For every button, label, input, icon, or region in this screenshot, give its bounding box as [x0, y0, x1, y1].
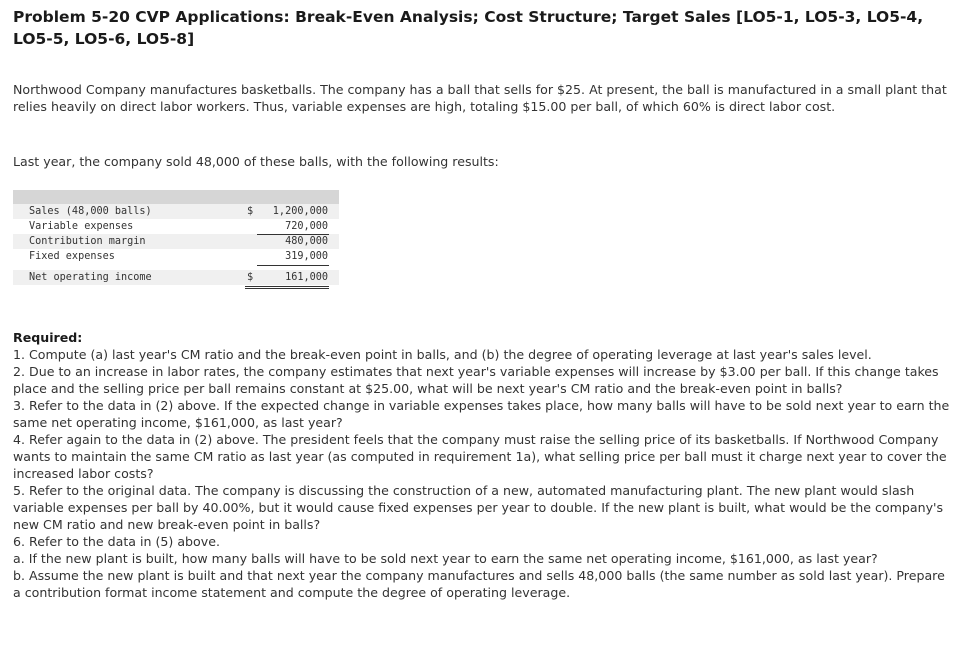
row-amount: 480,000 — [285, 236, 328, 247]
requirement-4: 4. Refer again to the data in (2) above. The president feels that the company must raise the selling price of its basketballs. If Northwood Company wants to maintain the same CM ratio as last year (as computed in requirement 1a), what selling price per ball must it charge next year to cover the increased labor costs? — [13, 432, 947, 481]
subtotal-rule-variable — [257, 234, 329, 235]
requirement-5: 5. Refer to the original data. The company is discussing the construction of a new, automated manufacturing plant. The new plant would slash variable expenses per ball by 40.00%, but it would cause fixed expenses per year to double. If the new plant is built, what would be the company's new CM ratio and new break-even point in balls? — [13, 483, 944, 532]
currency-symbol: $ — [247, 206, 254, 217]
row-amount: 319,000 — [285, 251, 328, 262]
results-lead-in: Last year, the company sold 48,000 of these balls, with the following results: — [13, 154, 499, 169]
table-row-variable-expenses — [13, 219, 339, 234]
requirement-6a: a. If the new plant is built, how many balls will have to be sold next year to earn the same net operating income, $161,000, as last year? — [13, 551, 878, 566]
row-amount: 161,000 — [285, 272, 328, 283]
subtotal-rule-fixed — [257, 265, 329, 266]
requirement-6b: b. Assume the new plant is built and that next year the company manufactures and sells 48,000 balls (the same number as sold last year). Prepare a contribution format income statement and compute the degree of operating leverage. — [13, 568, 945, 600]
table-row-sales — [13, 204, 339, 219]
requirement-2: 2. Due to an increase in labor rates, the company estimates that next year's variable expenses will increase by $3.00 per ball. If this change takes place and the selling price per ball remains constant at $25.00, what will be next year's CM ratio and the break-even point in balls? — [13, 364, 939, 396]
currency-symbol: $ — [247, 272, 254, 283]
total-double-rule-top — [245, 286, 329, 287]
row-label: Variable expenses — [29, 221, 134, 232]
table-row-net-operating-income — [13, 270, 339, 285]
required-heading: Required: — [13, 330, 83, 345]
requirement-3: 3. Refer to the data in (2) above. If the expected change in variable expenses takes place, how many balls will have to be sold next year to earn the same net operating income, $161,000, as last year? — [13, 398, 950, 430]
requirement-1: 1. Compute (a) last year's CM ratio and the break-even point in balls, and (b) the degree of operating leverage at last year's sales level. — [13, 347, 872, 362]
requirement-6: 6. Refer to the data in (5) above. — [13, 534, 220, 549]
required-section — [13, 329, 953, 601]
row-label: Sales (48,000 balls) — [29, 206, 152, 217]
row-label: Contribution margin — [29, 236, 146, 247]
table-row-fixed-expenses — [13, 249, 339, 264]
problem-intro: Northwood Company manufactures basketballs. The company has a ball that sells for $25. At present, the ball is manufactured in a small plant that relies heavily on direct labor workers. Thus, variable expenses are high, totaling $15.00 per ball, of which 60% is direct labor cost. — [13, 82, 947, 114]
total-double-rule-bottom — [245, 288, 329, 289]
table-header-band — [13, 190, 339, 204]
income-statement-table — [13, 190, 339, 300]
row-label: Net operating income — [29, 272, 152, 283]
table-row-contribution-margin — [13, 234, 339, 249]
row-amount: 720,000 — [285, 221, 328, 232]
problem-title: Problem 5-20 CVP Applications: Break-Even Analysis; Cost Structure; Target Sales [LO5-1, LO5-3, LO5-4, LO5-5, LO5-6, LO5-8] — [13, 8, 924, 48]
row-label: Fixed expenses — [29, 251, 115, 262]
row-amount: 1,200,000 — [272, 206, 328, 217]
table-body — [13, 204, 339, 300]
